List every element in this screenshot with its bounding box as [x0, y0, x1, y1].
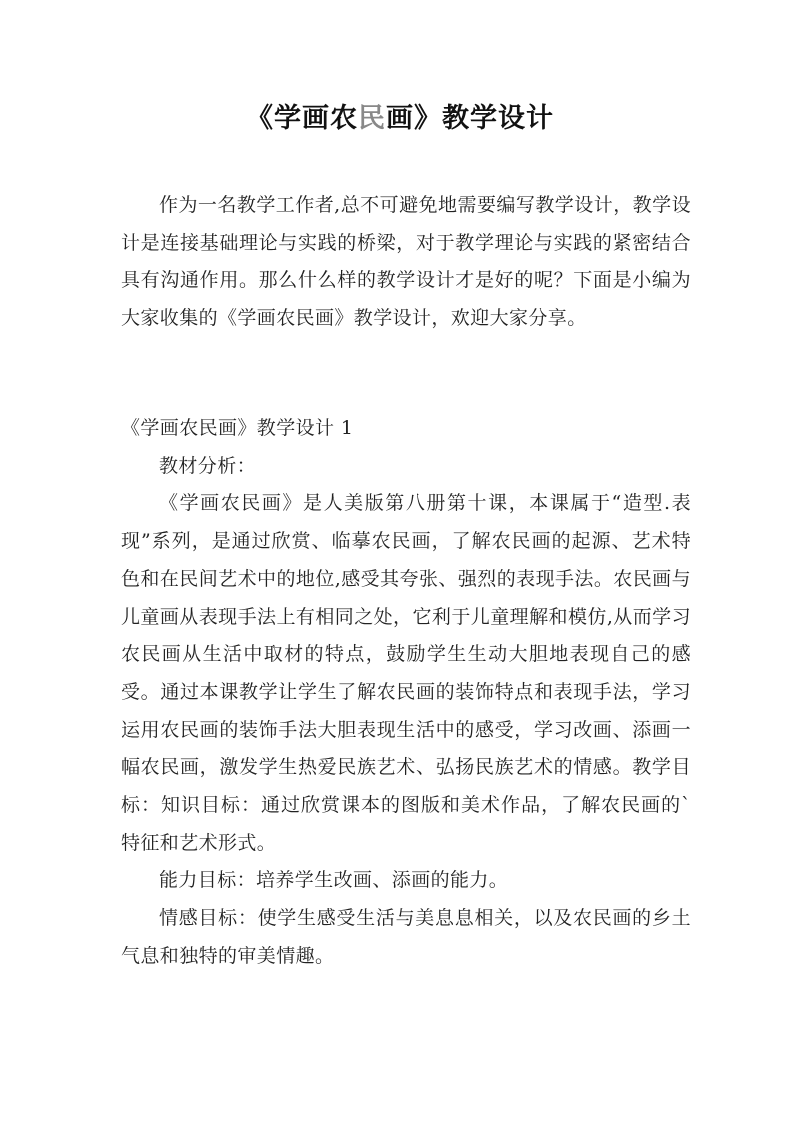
intro-block [121, 187, 691, 338]
analysis-label: 教材分析： [159, 454, 257, 477]
title-prefix: 《学画农 [246, 103, 358, 134]
title-highlight: 民 [358, 103, 386, 134]
title-suffix: 画》教学设计 [386, 103, 554, 134]
section-heading: 《学画农民画》教学设计 1 [121, 417, 354, 439]
intro-paragraph: 作为一名教学工作者,总不可避免地需要编写教学设计，教学设计是连接基础理论与实践的桥梁，对于教学理论与实践的紧密结合具有沟通作用。那么什么样的教学设计才是好的呢？下面是小编为大家收集的《学画农民画》教学设计，欢迎大家分享。 [121, 194, 691, 330]
document-title [0, 96, 800, 135]
section-1 [121, 410, 691, 976]
emotion-goal-paragraph: 情感目标：使学生感受生活与美息息相关，以及农民画的乡土气息和独特的审美情趣。 [121, 907, 691, 967]
ability-goal-paragraph: 能力目标：培养学生改画、添画的能力。 [159, 869, 509, 892]
analysis-paragraph: 《学画农民画》是人美版第八册第十课，本课属于“造型.表现”系列，是通过欣赏、临摹农民画，了解农民画的起源、艺术特色和在民间艺术中的地位,感受其夸张、强烈的表现手法。农民画与儿童画从表现手法上有相同之处，它利于儿童理解和模仿,从而学习农民画从生活中取材的特点，鼓励学生生动大胆地表现自己的感受。通过本课教学让学生了解农民画的装饰特点和表现手法，学习运用农民画的装饰手法大胆表现生活中的感受，学习改画、添画一幅农民画，激发学生热爱民族艺术、弘扬民族艺术的情感。教学目标：知识目标：通过欣赏课本的图版和美术作品，了解农民画的`特征和艺术形式。 [121, 492, 691, 854]
